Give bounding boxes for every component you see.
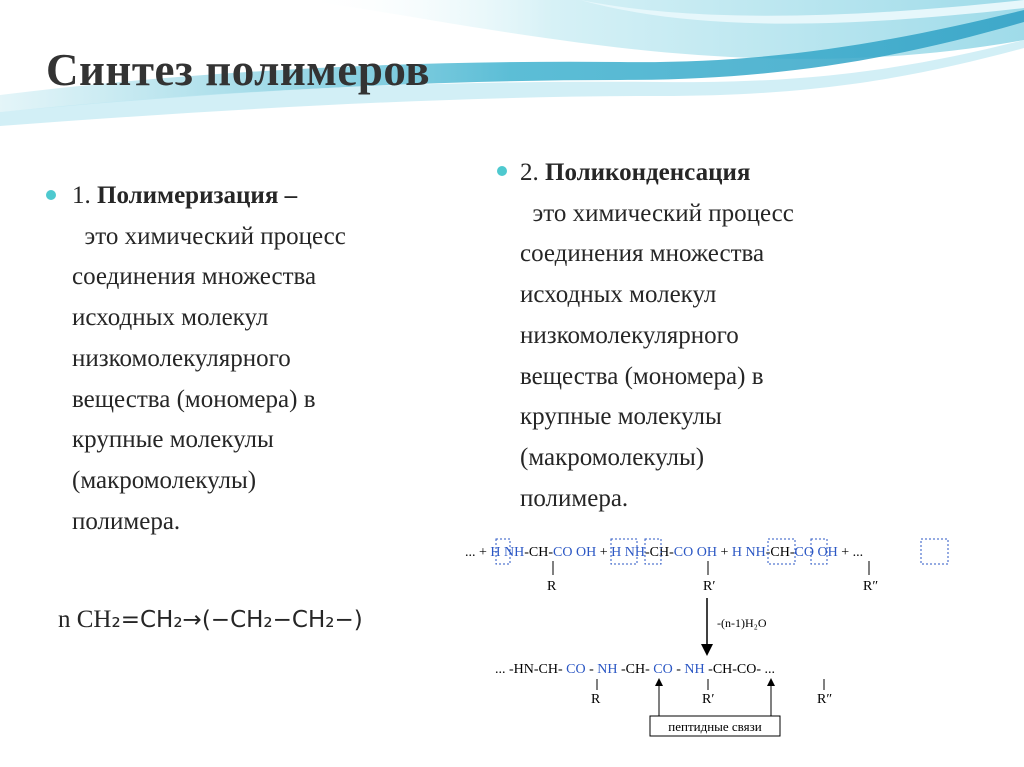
chain-fragment: - <box>672 662 685 677</box>
functional-group: NH <box>684 662 705 677</box>
functional-group: OH <box>696 545 717 560</box>
definition-line: крупные молекулы <box>520 403 722 431</box>
chain-fragment: ... -HN-CH- <box>495 662 567 677</box>
chain-fragment: -CH- <box>765 545 795 560</box>
formula-prefix: n CH <box>58 606 112 633</box>
definition-line: исходных молекул <box>72 304 269 332</box>
definition-line: низкомолекулярного <box>72 344 291 372</box>
polymer-chain-line <box>495 662 775 677</box>
chain-fragment: ... + <box>465 545 491 560</box>
definition-line: вещества (мономера) в <box>520 362 764 390</box>
definition-line: исходных молекул <box>520 281 717 309</box>
polymerization-term: Полимеризация – <box>97 182 298 209</box>
peptide-bond-arrows <box>655 678 775 716</box>
polycondensation-heading <box>520 153 794 194</box>
radical-label: R <box>547 579 557 594</box>
functional-group: H <box>490 545 501 560</box>
chain-fragment: + <box>716 545 732 560</box>
item-number: 1. <box>72 182 91 209</box>
definition-line: (макромолекулы) <box>520 443 705 471</box>
definition-line: полимера. <box>520 484 629 512</box>
definition-line: это химический процесс <box>520 199 794 227</box>
chain-fragment: - <box>585 662 598 677</box>
definition-line: (макромолекулы) <box>72 466 257 494</box>
definition-line: соединения множества <box>520 240 765 268</box>
polycondensation-term: Поликонденсация <box>545 159 751 186</box>
chain-fragment: + ... <box>837 545 864 560</box>
definition-line: полимера. <box>72 507 181 535</box>
radical-label: R <box>591 692 601 707</box>
functional-group: NH <box>504 545 525 560</box>
radical-label: R′ <box>702 692 715 707</box>
reaction-arrow <box>701 598 713 656</box>
polymerization-formula <box>58 606 363 634</box>
functional-group: NH <box>597 662 618 677</box>
functional-group: NH <box>745 545 766 560</box>
functional-group: OH <box>817 545 838 560</box>
functional-group: NH <box>624 545 645 560</box>
polymerization-block <box>72 176 346 542</box>
chain-fragment: + <box>596 545 612 560</box>
radical-label: R″ <box>863 579 879 594</box>
chain-fragment: -CH- <box>524 545 554 560</box>
chain-fragment: -CH-CO- ... <box>704 662 776 677</box>
polycondensation-block <box>520 153 794 519</box>
peptide-bond-caption: пептидные связи <box>668 719 762 734</box>
item-number: 2. <box>520 159 539 186</box>
functional-group: CO <box>794 545 814 560</box>
definition-line: вещества (мономера) в <box>72 385 316 413</box>
definition-line: это химический процесс <box>72 222 346 250</box>
definition-line: низкомолекулярного <box>520 321 739 349</box>
chain-fragment: -CH- <box>617 662 654 677</box>
polymerization-heading <box>72 176 346 217</box>
functional-group: H <box>611 545 622 560</box>
functional-group: CO <box>566 662 586 677</box>
definition-line: соединения множества <box>72 263 317 291</box>
bullet-icon <box>46 190 56 200</box>
bullet-icon <box>497 166 507 176</box>
functional-group: CO <box>673 545 694 560</box>
radical-label: R″ <box>817 692 833 707</box>
functional-group: CO <box>653 662 673 677</box>
definition-line: крупные молекулы <box>72 426 274 454</box>
formula-equation: ₂=CH₂→(−CH₂−CH₂−) <box>111 607 363 633</box>
dashed-box <box>921 539 948 564</box>
functional-group: H <box>731 545 742 560</box>
slide-title: Синтез полимеров <box>46 45 431 95</box>
radical-label: R′ <box>703 579 716 594</box>
functional-group: CO <box>553 545 573 560</box>
functional-group: OH <box>576 545 597 560</box>
chain-fragment: -CH- <box>645 545 674 560</box>
water-elimination-label: -(n-1)H₂O <box>717 616 767 630</box>
polycondensation-scheme <box>465 530 983 740</box>
monomer-equation-line <box>465 545 863 560</box>
